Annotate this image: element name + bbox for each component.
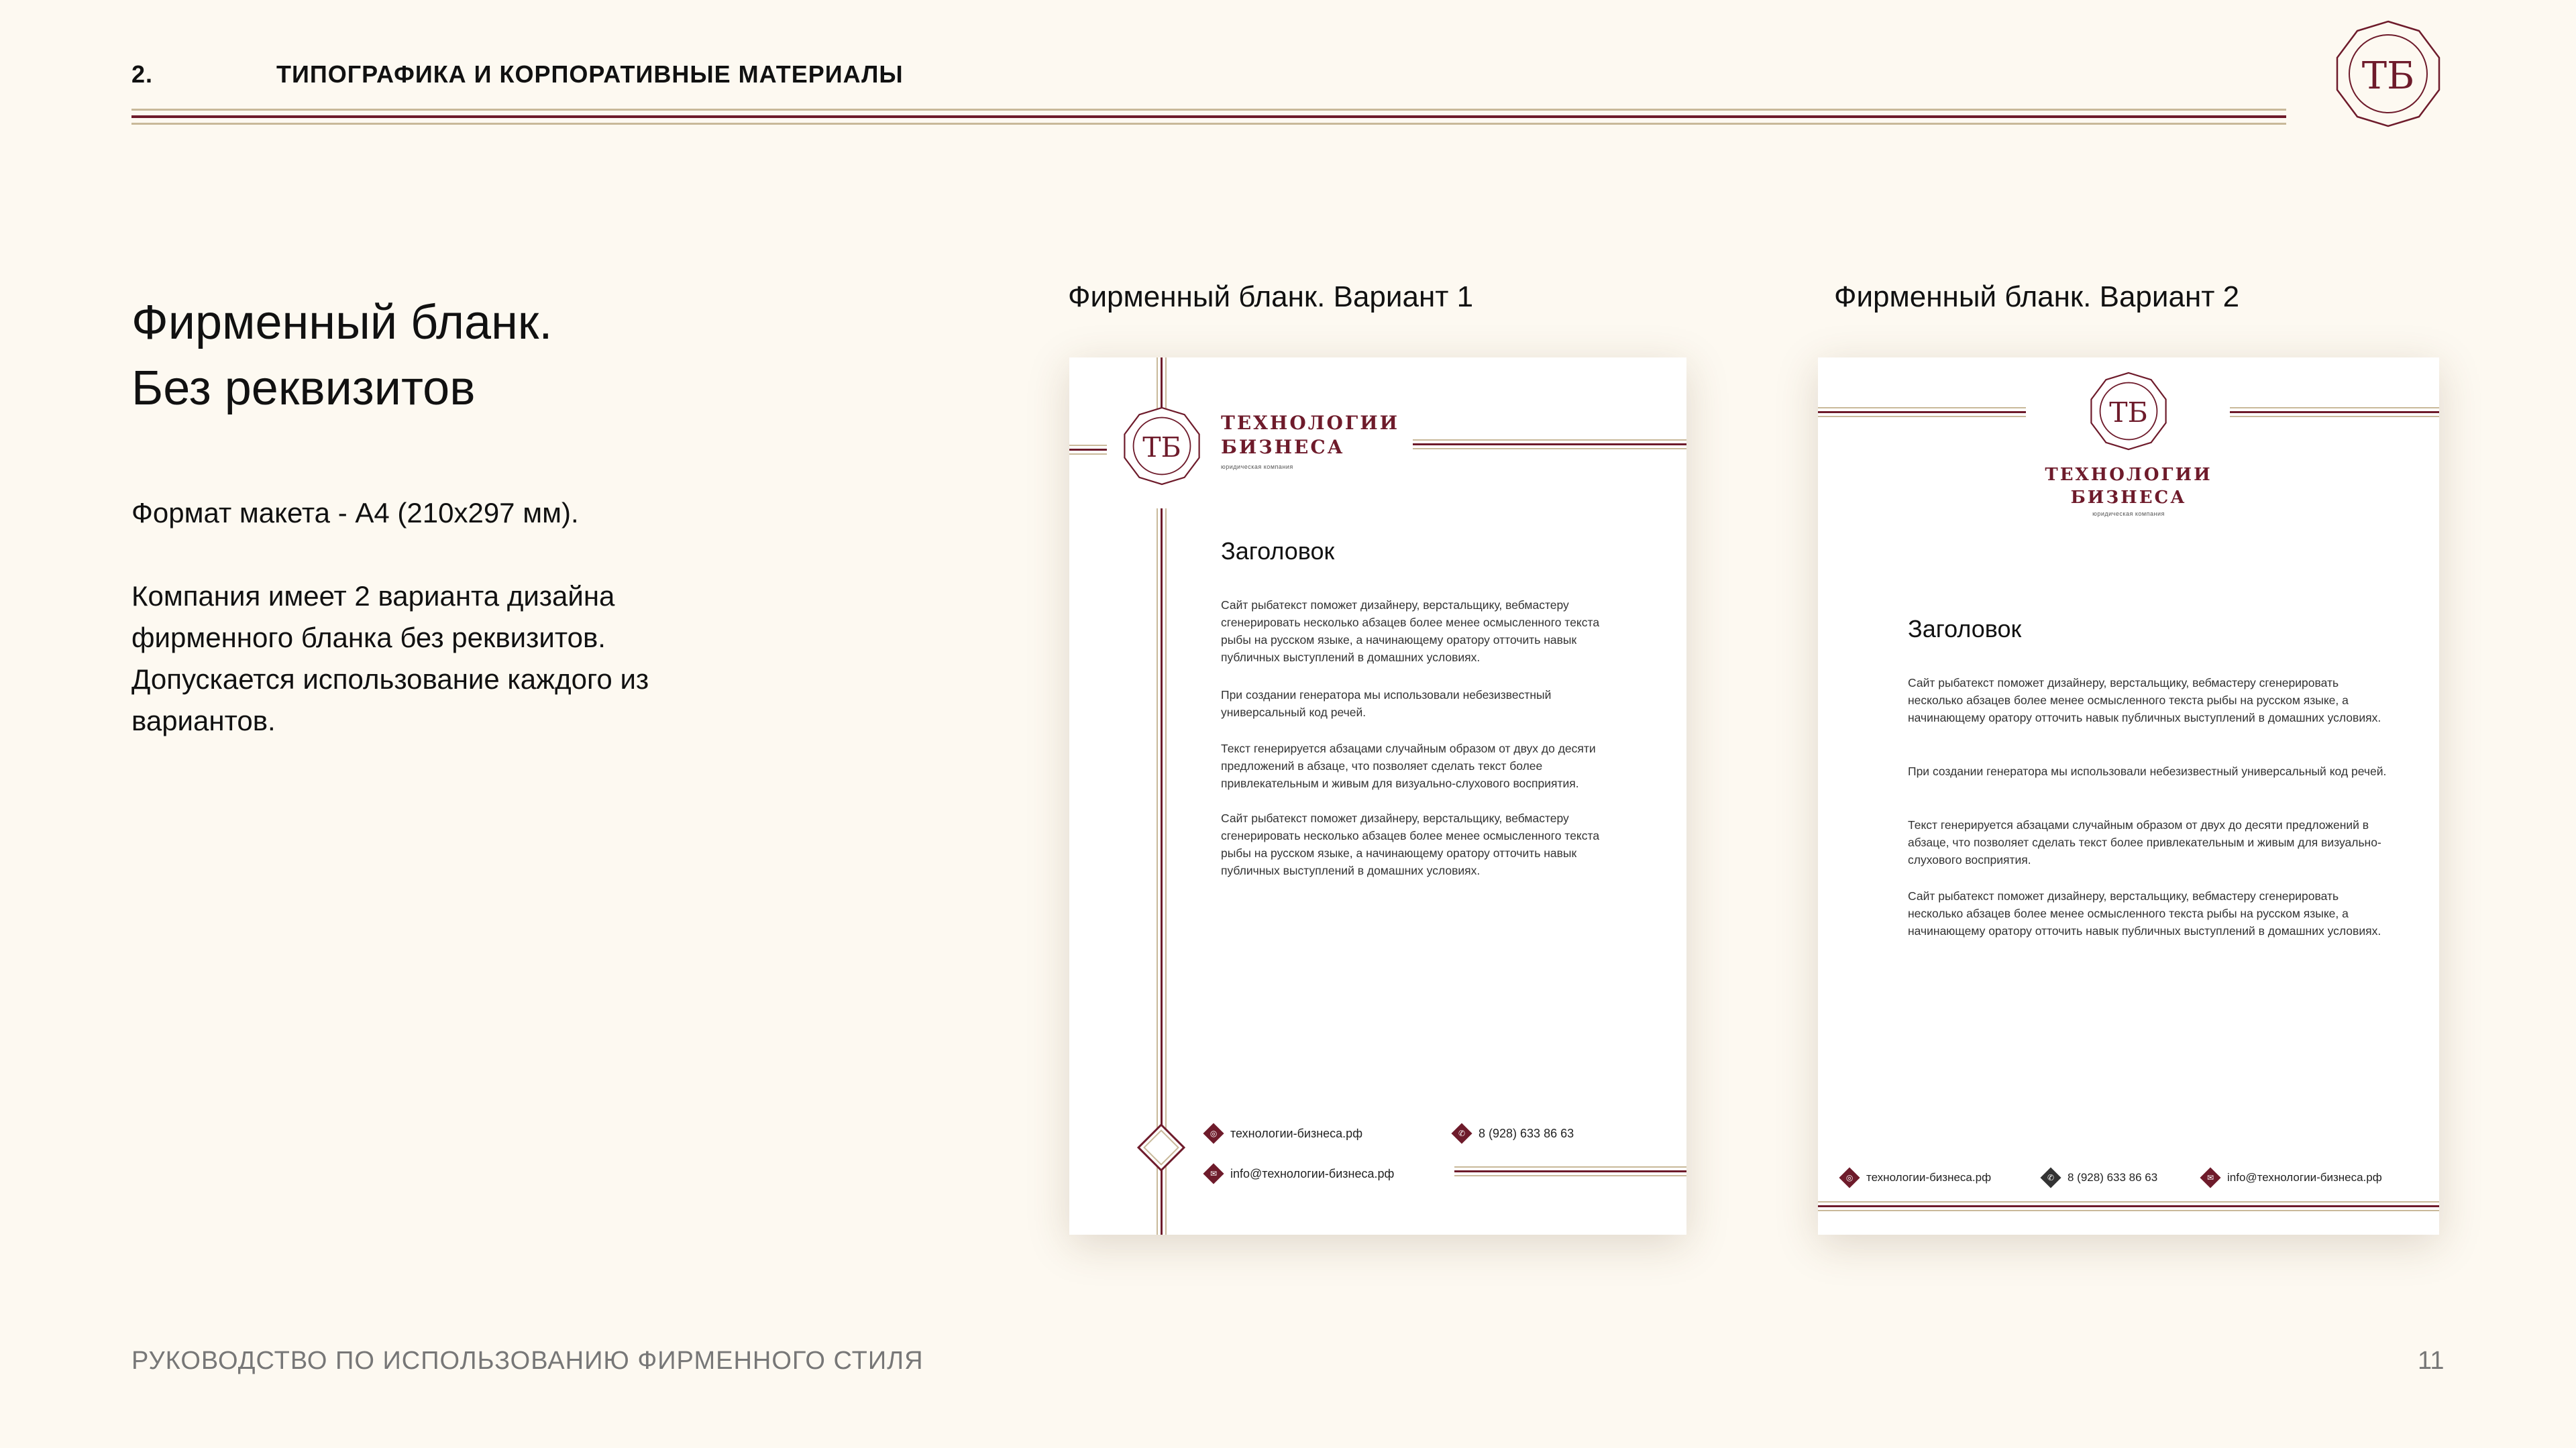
page-title-line-1: Фирменный бланк. (131, 296, 553, 349)
brand-name-line-1: ТЕХНОЛОГИИ (1221, 412, 1400, 434)
phone-icon: ✆ (2040, 1167, 2061, 1188)
contact-phone (1454, 1126, 1574, 1141)
mail-icon: ✉ (2200, 1167, 2220, 1188)
contact-phone (2043, 1170, 2157, 1185)
document-paragraph: Сайт рыбатекст поможет дизайнеру, верстальщику, вебмастеру сгенерировать несколько абзацев более менее осмысленного текста рыбы на русском языке, а начинающему оратору отточить навык публичных выступлений в домашних условиях. (1221, 812, 1600, 877)
document-paragraph: Сайт рыбатекст поможет дизайнеру, верстальщику, вебмастеру сгенерировать несколько абзацев более менее осмысленного текста рыбы на русском языке, а начинающему оратору отточить навык публичных выступлений в домашних условиях. (1908, 676, 2381, 724)
format-note: Формат макета - А4 (210x297 мм). (131, 497, 579, 528)
document-heading: Заголовок (1908, 615, 2022, 643)
brand-tagline: юридическая компания (2092, 510, 2165, 517)
brand-name-line-1: ТЕХНОЛОГИИ (2045, 465, 2212, 485)
brand-logo-icon (2088, 371, 2169, 451)
header-divider (131, 109, 2286, 111)
document-paragraph: Сайт рыбатекст поможет дизайнеру, верстальщику, вебмастеру сгенерировать несколько абзацев более менее осмысленного текста рыбы на русском языке, а начинающему оратору отточить навык публичных выступлений в домашних условиях. (1221, 598, 1600, 664)
brand-name (1221, 411, 1399, 459)
document-paragraph: Текст генерируется абзацами случайным образом от двух до десяти предложений в абзаце, что позволяет сделать текст более привлекательным и живым для визуально-слухового восприятия. (1221, 742, 1596, 790)
brand-logo-icon (2333, 19, 2443, 129)
variant-1-caption: Фирменный бланк. Вариант 1 (1068, 280, 1474, 313)
phone-icon: ✆ (1451, 1123, 1472, 1144)
section-number: 2. (131, 60, 154, 88)
globe-icon: ◎ (1839, 1167, 1860, 1188)
mail-icon: ✉ (1203, 1163, 1224, 1184)
page-title (131, 290, 735, 421)
website-text: технологии-бизнеса.рф (1230, 1126, 1362, 1140)
document-paragraph: При создании генератора мы использовали небезизвестный универсальный код речей. (1221, 688, 1552, 719)
globe-icon: ◎ (1203, 1123, 1224, 1144)
letterhead-variant-2 (1818, 357, 2439, 1235)
logo-monogram: ТБ (1142, 431, 1181, 464)
contact-website (1206, 1126, 1362, 1141)
brand-logo-icon (1122, 406, 1202, 486)
document-paragraph: Текст генерируется абзацами случайным образом от двух до десяти предложений в абзаце, что позволяет сделать текст более привлекательным и живым для визуально-слухового восприятия. (1908, 818, 2381, 867)
description: Компания имеет 2 варианта дизайна фирменного бланка без реквизитов. Допускается использование каждого из вариантов. (131, 580, 649, 736)
diamond-ornament-icon (1134, 1120, 1189, 1175)
brand-name (2028, 463, 2229, 509)
header-divider (131, 123, 2286, 125)
brand-name-line-2: БИЗНЕСА (1221, 436, 1345, 458)
website-text: технологии-бизнеса.рф (1866, 1171, 1992, 1184)
contact-website (1842, 1170, 1991, 1185)
contact-email (1206, 1166, 1394, 1181)
section-title: ТИПОГРАФИКА И КОРПОРАТИВНЫЕ МАТЕРИАЛЫ (276, 60, 904, 88)
letterhead-variant-1 (1069, 357, 1686, 1235)
logo-monogram: ТБ (2361, 54, 2415, 98)
email-text: info@технологии-бизнеса.рф (1230, 1166, 1395, 1180)
email-text: info@технологии-бизнеса.рф (2227, 1171, 2382, 1184)
brand-tagline: юридическая компания (1221, 463, 1293, 470)
document-paragraph: При создании генератора мы использовали небезизвестный универсальный код речей. (1908, 765, 2387, 778)
page-title-line-2: Без реквизитов (131, 361, 476, 415)
phone-text: 8 (928) 633 86 63 (2068, 1171, 2158, 1184)
contact-email (2203, 1170, 2382, 1185)
guide-title: РУКОВОДСТВО ПО ИСПОЛЬЗОВАНИЮ ФИРМЕННОГО СТИЛЯ (131, 1347, 924, 1375)
logo-monogram: ТБ (2109, 396, 2148, 429)
brand-name-line-2: БИЗНЕСА (2070, 488, 2187, 508)
document-paragraph: Сайт рыбатекст поможет дизайнеру, верстальщику, вебмастеру сгенерировать несколько абзацев более менее осмысленного текста рыбы на русском языке, а начинающему оратору отточить навык публичных выступлений в домашних условиях. (1908, 889, 2381, 938)
phone-text: 8 (928) 633 86 63 (1479, 1126, 1574, 1140)
header-divider (131, 115, 2286, 118)
page-number: 11 (2418, 1347, 2445, 1375)
document-heading: Заголовок (1221, 537, 1335, 565)
variant-2-caption: Фирменный бланк. Вариант 2 (1834, 280, 2240, 313)
